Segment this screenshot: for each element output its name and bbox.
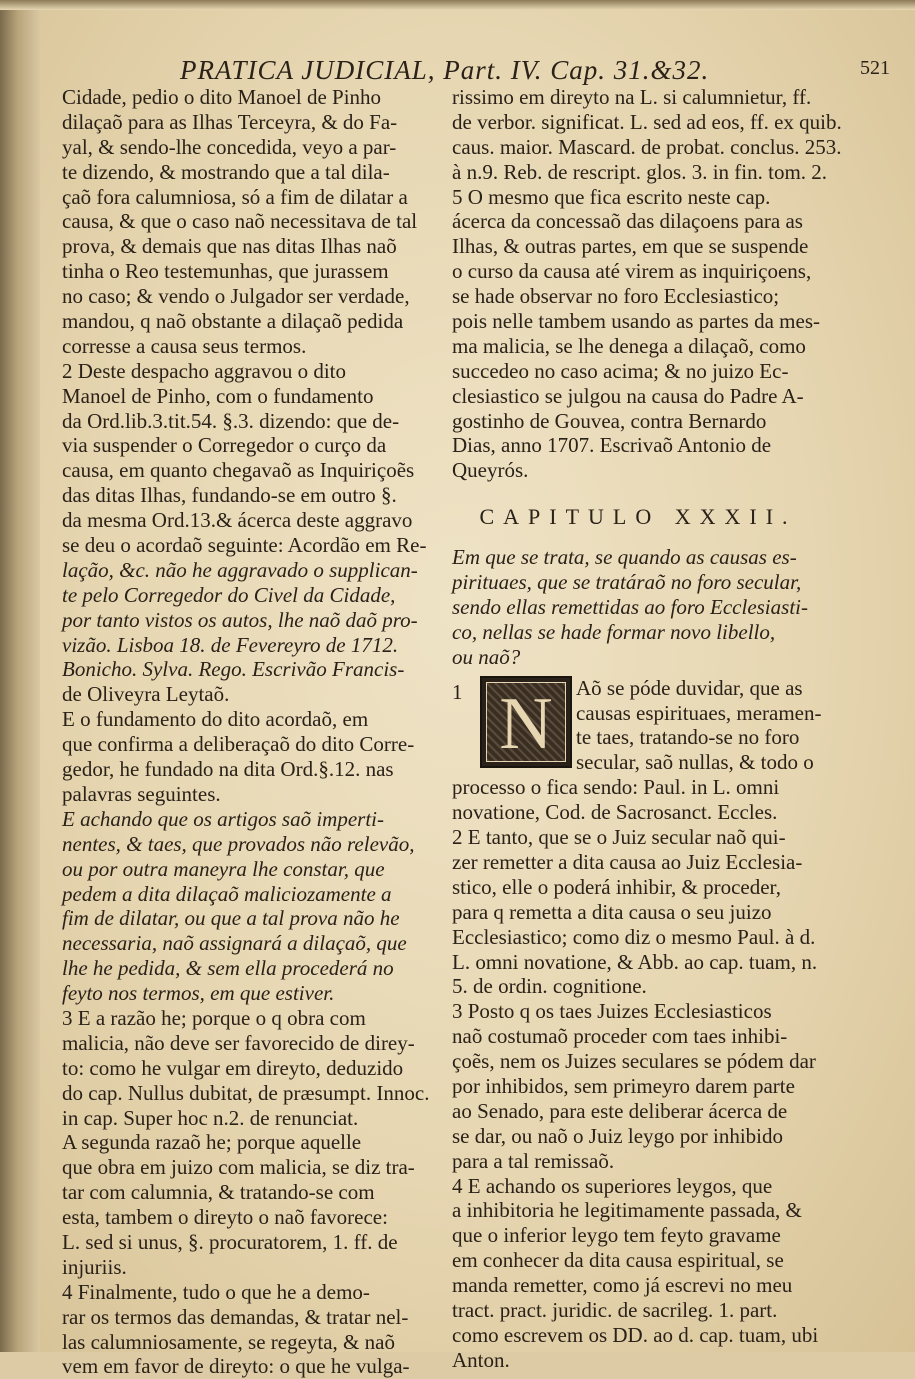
text-line: vem em favor de direyto: o que he vulga- [62,1354,410,1379]
page-gutter-shadow [0,0,40,1352]
text-line: mandou, q naõ obstante a dilaçaõ pedida [62,309,404,334]
text-line: 3 Posto q os taes Juizes Ecclesiasticos [452,999,772,1024]
text-line: da mesma Ord.13.& ácerca deste aggravo [62,508,413,533]
text-line: caus. maior. Mascard. de probat. conclus. 253. [452,134,842,159]
right-column [452,85,842,1373]
text-line: te taes, tratando-se no foro [576,725,800,750]
text-line: das ditas Ilhas, fundando-se em outro §. [62,483,397,508]
text-line: malicia, não deve ser favorecido de direy- [62,1030,415,1055]
text-line: lhe he pedida, & sem ella procederá no [62,956,394,981]
text-line: yal, & sendo-lhe concedida, veyo a par- [62,134,397,159]
text-line: esta, tambem o direyto o naõ favorece: [62,1205,388,1230]
text-line: dilaçaõ para as Ilhas Terceyra, & do Fa- [62,109,398,134]
text-line: 5 O mesmo que fica escrito neste cap. [452,184,771,209]
text-line: se hade observar no foro Ecclesiastico; [452,284,780,309]
text-line: ma malicia, se lhe denega a dilaçaõ, como [452,333,806,358]
drop-cap-letter: N [499,682,553,765]
chapter-title: CAPITULO XXXII. [479,504,797,530]
text-line: in cap. Super hoc n.2. de renunciat. [62,1105,359,1130]
text-line: da Ord.lib.3.tit.54. §.3. dizendo: que de- [62,408,400,433]
text-line: necessaria, naõ assignará a dilaçaõ, que [62,931,407,956]
text-line: de Oliveyra Leytaõ. [62,682,230,707]
text-line: L. omni novatione, & Abb. ao cap. tuam, n. [452,949,818,974]
text-line: que confirma a deliberaçaõ do dito Corre- [62,732,415,757]
text-line: stico, elle o poderá inhibir, & proceder, [452,874,781,899]
text-line: te pelo Corregedor do Civel da Cidade, [62,582,396,607]
text-line: Ecclesiastico; como diz o mesmo Paul. à d. [452,924,816,949]
text-line: em conhecer da dita causa espiritual, se [452,1248,784,1273]
text-line: pedem a dita dilaçaõ maliciozamente a [62,881,392,906]
text-line: clesiastico se julgou na causa do Padre A- [452,383,804,408]
text-line: lação, &c. não he aggravado o supplican- [62,557,418,582]
text-line: Dias, anno 1707. Escrivaõ Antonio de [452,433,772,458]
text-line: manda remetter, como já escrevi no meu [452,1273,793,1298]
text-line: rar os termos das demandas, & tratar nel- [62,1304,409,1329]
text-line: se deu o acordaõ seguinte: Acordão em Re- [62,533,427,558]
text-line: succedeo no caso acima; & no juizo Ec- [452,358,789,383]
text-line: to: como he vulgar em direyto, deduzido [62,1055,404,1080]
text-line: çoẽs, nem os Juizes seculares se pódem dar [452,1049,816,1074]
text-line: nentes, & taes, que provados não relevão, [62,831,415,856]
right-column-top-text [452,85,842,483]
page-top-edge [0,0,915,10]
text-line: 4 Finalmente, tudo o que he a demo- [62,1279,370,1304]
text-line: zer remetter a dita causa ao Juiz Ecclesia- [452,849,803,874]
paragraph-number: 1 [452,679,463,704]
text-line: causa, em quanto chegavaõ as Inquiriçoẽs [62,458,415,483]
text-line: gedor, he fundado na dita Ord.§.12. nas [62,757,394,782]
text-line: feyto nos termos, em que estiver. [62,981,335,1006]
text-line: Queyrós. [452,458,529,483]
text-line: vizão. Lisboa 18. de Fevereyro de 1712. [62,632,399,657]
text-line: Em que se trata, se quando as causas es- [452,545,797,570]
text-line: processo o fica sendo: Paul. in L. omni [452,775,780,800]
chapter-summary [452,545,824,669]
text-line: se dar, ou naõ o Juiz leygo por inhibido [452,1123,784,1148]
text-line: via suspender o Corregedor o curço da [62,433,387,458]
text-line: novatione, Cod. de Sacrosanct. Eccles. [452,800,778,825]
text-line: 5. de ordin. cognitione. [452,974,647,999]
text-line: Ilhas, & outras partes, em que se suspende [452,234,809,259]
text-line: pirituaes, que se tratáraõ no foro secular, [452,570,802,595]
text-line: fim de dilatar, ou que a tal prova não he [62,906,400,931]
text-line: Anton. [452,1347,510,1372]
text-line: causas espirituaes, meramen- [576,700,822,725]
text-line: por inhibidos, sem primeyro darem parte [452,1073,795,1098]
text-line: 2 E tanto, que se o Juiz secular naõ qui- [452,825,786,850]
text-line: que obra em juizo com malicia, se diz tra- [62,1155,415,1180]
text-line: por tanto vistos os autos, lhe naõ daõ pro- [62,607,418,632]
text-line: prova, & demais que nas ditas Ilhas naõ [62,234,397,259]
text-line: injuriis. [62,1254,127,1279]
text-line: ou por outra maneyra lhe constar, que [62,856,385,881]
text-line: ácerca da concessaõ das dilaçoens para as [452,209,803,234]
text-line: o curso da causa até virem as inquiriçoens, [452,259,812,284]
text-line: à n.9. Reb. de rescript. glos. 3. in fin. tom. 2. [452,159,828,184]
text-line: que o inferior leygo tem feyto gravame [452,1223,781,1248]
running-head: PRATICA JUDICIAL, Part. IV. Cap. 31.&32. [180,55,710,85]
text-line: A segunda razaõ he; porque aquelle [62,1130,362,1155]
text-line: çaõ fora calumniosa, só a fim de dilatar a [62,184,408,209]
text-line: E o fundamento do dito acordaõ, em [62,707,369,732]
text-line: tar com calumnia, & tratando-se com [62,1180,375,1205]
text-line: secular, saõ nullas, & todo o [576,750,814,775]
text-line: do cap. Nullus dubitat, de præsumpt. Innoc. [62,1080,430,1105]
text-line: no caso; & vendo o Julgador ser verdade, [62,284,410,309]
text-line: para a tal remissaõ. [452,1148,615,1173]
text-line: corresse a causa seus termos. [62,333,307,358]
text-line: gostinho de Gouvea, contra Bernardo [452,408,767,433]
text-line: palavras seguintes. [62,781,221,806]
text-line: L. sed si unus, §. procuratorem, 1. ff. de [62,1229,398,1254]
text-line: tinha o Reo testemunhas, que jurassem [62,259,389,284]
text-line: 4 E achando os superiores leygos, que [452,1173,773,1198]
text-line: Aõ se póde duvidar, que as [576,675,803,700]
text-line: naõ costumaõ proceder com taes inhibi- [452,1024,788,1049]
text-line: ao Senado, para este deliberar ácerca de [452,1098,788,1123]
right-column-bottom-text [452,775,824,1372]
page-number: 521 [860,57,890,79]
page-header [180,55,890,87]
left-column [62,85,432,1379]
text-line: para q remetta a dita causa o seu juizo [452,899,772,924]
text-line: Bonicho. Sylva. Rego. Escrivão Francis- [62,657,405,682]
text-line: pois nelle tambem usando as partes da mes- [452,309,820,334]
text-line: como escrevem os DD. ao d. cap. tuam, ubi [452,1322,819,1347]
text-line: E achando que os artigos saõ imperti- [62,806,384,831]
text-line: de verbor. significat. L. sed ad eos, ff. ex quib. [452,109,842,134]
text-line: a inhibitoria he legitimamente passada, & [452,1198,802,1223]
text-line: ou naõ? [452,644,521,669]
text-line: te dizendo, & mostrando que a tal dila- [62,159,390,184]
text-line: causa, & que o caso naõ necessitava de tal [62,209,418,234]
text-line: 3 E a razão he; porque o q obra com [62,1005,366,1030]
drop-cap-ornament [480,676,572,768]
text-line: co, nellas se hade formar novo libello, [452,619,776,644]
text-line: rissimo em direyto na L. si calumnietur, ff. [452,85,812,109]
text-line: sendo ellas remettidas ao foro Ecclesiasti- [452,595,808,620]
text-line: Manoel de Pinho, com o fundamento [62,383,374,408]
text-line: tract. pract. juridic. de sacrileg. 1. part. [452,1297,778,1322]
text-line: 2 Deste despacho aggravou o dito [62,358,347,383]
drop-cap-paragraph [452,670,824,776]
text-line: Cidade, pedio o dito Manoel de Pinho [62,85,382,109]
text-line: las calumniosamente, se regeyta, & naõ [62,1329,395,1354]
